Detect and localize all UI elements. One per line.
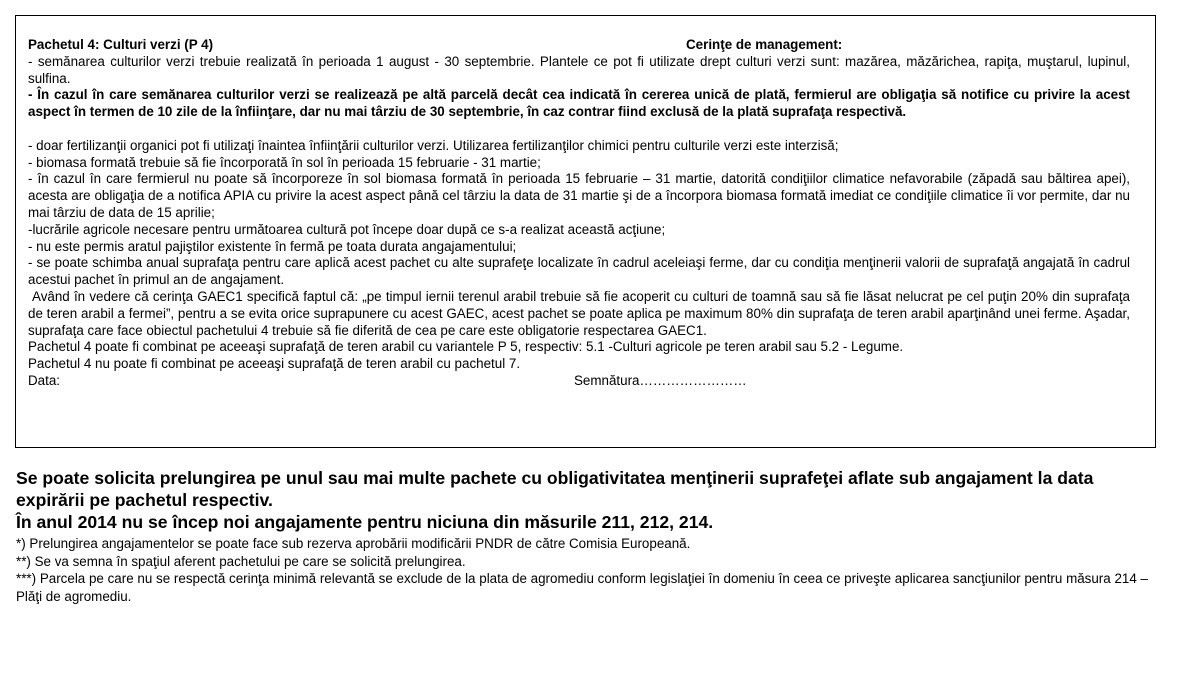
no-new-commitments-statement: În anul 2014 nu se încep noi angajamente pentru niciuna din măsurile 211, 212, 214. xyxy=(16,512,714,532)
footnote: **) Se va semna în spaţiul aferent pachetului pe care se solicită prelungirea. xyxy=(16,553,466,569)
management-requirements-heading: Cerinţe de management: xyxy=(686,37,843,52)
requirement-item: -lucrările agricole necesare pentru următoarea cultură pot începe doar după ce s-a realizat această acţiune; xyxy=(28,221,666,237)
requirement-item: - nu este permis aratul pajiştilor existente în fermă pe toata durata angajamentului; xyxy=(28,238,517,254)
package-title: Pachetul 4: Culturi verzi (P 4) xyxy=(28,37,214,52)
requirement-item: - biomasa formată trebuie să fie încorporată în sol în perioada 15 februarie - 31 martie; xyxy=(28,154,541,170)
footnote: *) Prelungirea angajamentelor se poate face sub rezerva aprobării modificării PNDR de către Comisia Europeană. xyxy=(16,536,691,551)
footnotes xyxy=(16,535,1148,605)
package-4-requirements-box xyxy=(15,15,1156,448)
requirement-item: - doar fertilizanţii organici pot fi utilizaţi înaintea înfiinţării culturilor verzi. Utilizarea fertilizanţilor chimici pentru culturile verzi este interzisă; xyxy=(28,137,839,153)
combination-allowed-line: Pachetul 4 poate fi combinat pe aceeaşi suprafaţă de teren arabil cu variantele P 5, respectiv: 5.1 -Culturi agricole pe teren arabil sau 5.2 - Legume. xyxy=(28,339,904,355)
box-heading-row xyxy=(28,37,1130,54)
extension-statement: Se poate solicita prelungirea pe unul sau mai multe pachete cu obligativitatea menţinerii suprafeţei aflate sub angajament la data expirării pe pachetul respectiv. xyxy=(16,468,1094,510)
combination-forbidden-line: Pachetul 4 nu poate fi combinat pe aceeaşi suprafaţă de teren arabil cu pachetul 7. xyxy=(28,356,521,372)
footnote: ***) Parcela pe care nu se respectă cerinţa minimă relevantă se exclude de la plata de agromediu conform legislaţiei în domeniu în ceea ce priveşte aplicarea sancţiunilor pentru măsura 214 – Plăţi de agromediu. xyxy=(16,571,1148,604)
requirement-item: - se poate schimba anual suprafaţa pentru care aplică acest pachet cu alte suprafeţe localizate în cadrul aceleiaşi ferme, dar cu condiţia menţinerii valorii de suprafaţă angajată în cadrul acestui pachet în primul an de angajament. xyxy=(28,255,1130,288)
sowing-period-paragraph: - semănarea culturilor verzi trebuie realizată în perioada 1 august - 30 septembrie. Plantele ce pot fi utilizate drept culturi verzi sunt: mazărea, măzărichea, rapiţa, muştarul, lupinul, sulfina. xyxy=(28,53,1130,86)
paragraph-gap xyxy=(28,121,1130,138)
requirement-item: - în cazul în care fermierul nu poate să încorporeze în sol biomasa formată în perioada 15 februarie – 31 martie, datorită condiţiilor climatice nefavorabile (zăpadă sau băltirea apei), acesta are obligaţia de a notifica APIA cu privire la acest aspect până cel târziu la data de 31 martie şi de a încorpora biomasa formată imediat ce condiţiile climatice îi vor permite, dar nu mai târziu de data de 15 aprilie; xyxy=(28,171,1130,220)
date-signature-row xyxy=(28,373,1130,390)
gaec1-paragraph: Având în vedere că cerinţa GAEC1 specifică faptul că: „pe timpul iernii terenul arabil trebuie să fie acoperit cu culturi de toamnă sau să fie lăsat nelucrat pe cel puţin 20% din suprafaţa de teren arabil a fermei”, pentru a se evita orice suprapunere cu acest GAEC, acest pachet se poate aplica pe maximum 80% din suprafaţa de teren arabil aparţinând unei ferme. Aşadar, suprafaţa care face obiectul pachetului 4 trebuie să fie diferită de cea pe care este obligatorie respectarea GAEC1. xyxy=(28,288,1130,338)
parcel-notification-paragraph: - În cazul în care semănarea culturilor verzi se realizează pe altă parcelă decât cea indicată în cererea unică de plată, fermierul are obligaţia să notifice cu privire la acest aspect în termen de 10 zile de la înfiinţare, dar nu mai târziu de 30 septembrie, în caz contrar fiind exclusă de la plată suprafaţa respectivă. xyxy=(28,87,1130,120)
notes-section xyxy=(16,467,1148,605)
signature-label: Semnătura…………………… xyxy=(574,372,747,388)
date-label: Data: xyxy=(28,372,61,388)
box-content xyxy=(28,37,1130,390)
